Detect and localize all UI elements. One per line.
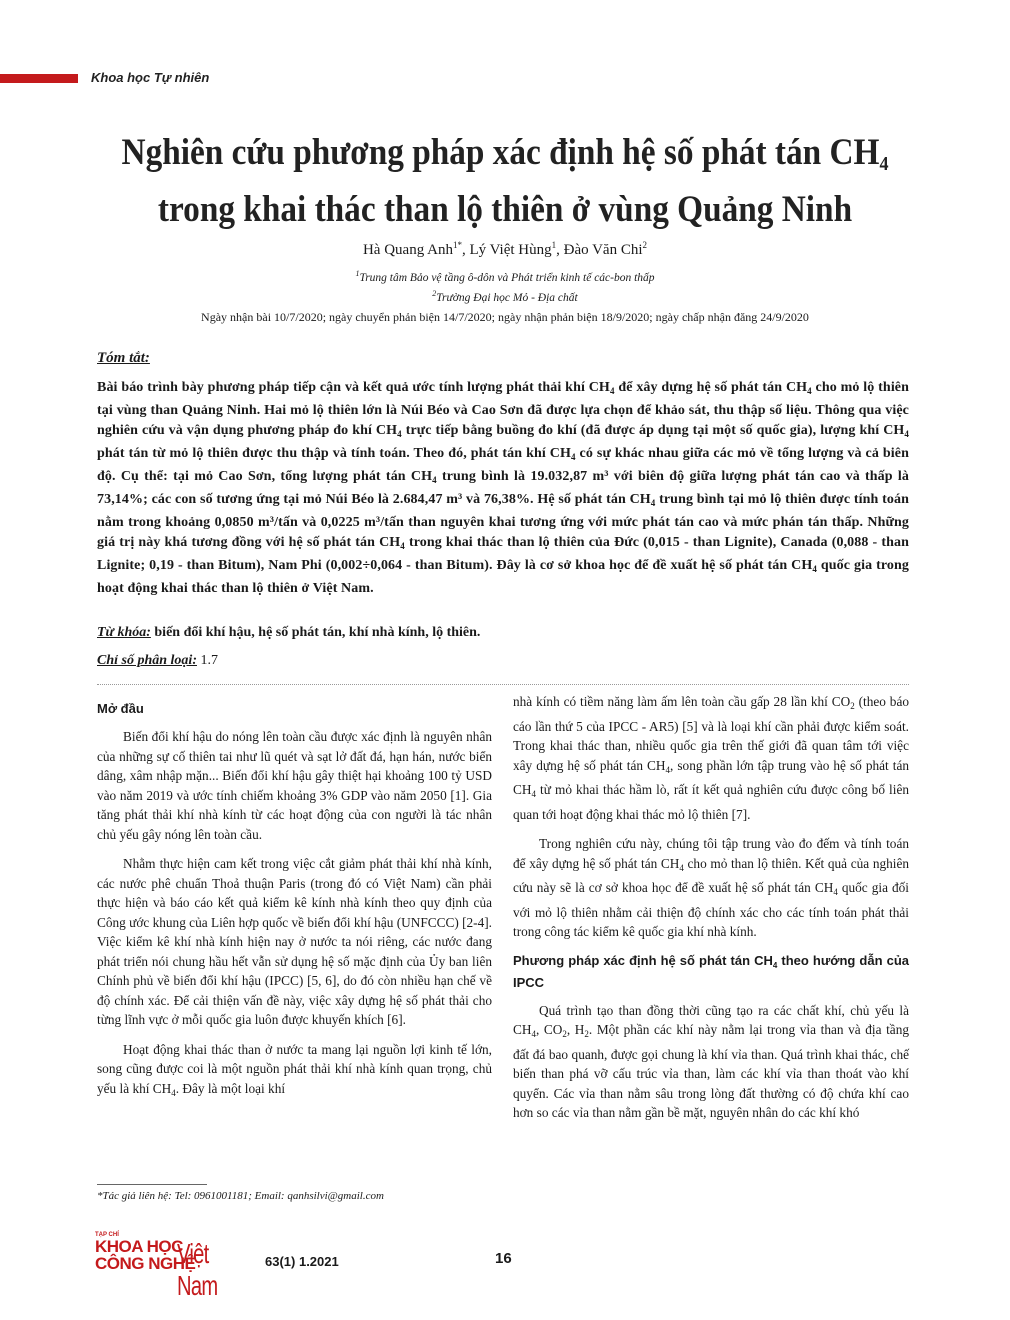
author: Lý Việt Hùng [469,242,552,258]
body-column-right [513,692,909,1133]
abstract-heading: Tóm tắt: [97,350,150,366]
paragraph: Hoạt động khai thác than ở nước ta mang lại nguồn lợi kinh tế lớn, song cũng được coi là một nguồn phát thải khí nhà kính quan trọng, chủ yếu là khí $CH_4$. Đây là một loại khí [97,1041,492,1098]
body-column-left [97,700,492,1113]
paragraph: Nhằm thực hiện cam kết trong việc cắt giảm phát thải khí nhà kính, các nước phê chuẩn Thoả thuận Paris (trong đó có Việt Nam) cần phải thực hiện và báo cáo kết quả kiểm kê kính nhà kính theo quy định của Công ước khung của Liên hợp quốc về biến đổi khí hậu (UNFCCC) [2-4]. Việc kiểm kê khí nhà kính hiện nay ở nước ta nói riêng, các nước đang phát triển nói chung hầu hết vẫn sử dụng hệ số mặc định của Ủy ban liên Chính phủ về biến đổi khí hậu (IPCC) [5, 6], do đó còn nhiều hạn chế về độ chính xác. Để cải thiện vấn đề này, việc xây dựng hệ số phát thải cho từng lĩnh vực ở mỗi quốc gia luôn được khuyến khích [6]. [97,856,492,1027]
logo-small-text: TẠP CHÍ [95,1232,119,1238]
paragraph: Trong nghiên cứu này, chúng tôi tập trung vào đo đếm và tính toán để xây dựng hệ số phát tán $CH_4$ cho mỏ than lộ thiên. Kết quả của nghiên cứu này sẽ là cơ sở khoa học để đề xuất hệ số phát tán $CH_4$ quốc gia đối với mỏ lộ thiên nhằm cải thiện độ chính xác cho các tính toán phát thải trong công tác kiểm kê quốc gia khí nhà kính. [513,836,910,939]
author: Hà Quang Anh [362,242,453,258]
corresponding-author-footnote: *Tác giả liên hệ: Tel: 0961001181; Email: qanhsilvi@gmail.com [97,1190,384,1202]
classification-value: 1.7 [196,653,218,668]
section-heading-method: Phương pháp xác định hệ số phát tán $CH_4$ theo hướng dẫn của IPCC [513,952,909,990]
divider [97,684,909,685]
page-number: 16 [495,1250,512,1267]
section-heading-intro: Mở đầu [97,701,144,716]
logo-vietnam: Việt Nam [177,1238,218,1301]
submission-dates: Ngày nhận bài 10/7/2020; ngày chuyển phản biện 14/7/2020; ngày nhận phản biện 18/9/2020; ngày chấp nhận đăng 24/9/2020 [201,310,809,324]
affiliation-2: $^2$Trường Đại học Mỏ - Địa chất [432,288,578,304]
paragraph: Biến đổi khí hậu do nóng lên toàn cầu được xác định là nguyên nhân của những sự cố thiên tai như lũ quét và sạt lở đất đá, hạn hán, nước biển dâng, xâm nhập mặn... Biến đổi khí hậu gây thiệt hại khoảng 100 tỷ USD vào năm 2019 và ước tính chiếm khoảng 3% GDP vào năm 2050 [1]. Gia tăng phát thải khí nhà kính từ các hoạt động của con người là tác nhân chủ yếu gây nóng lên toàn cầu. [97,729,492,842]
issue-number: 63(1) 1.2021 [265,1254,339,1269]
keywords-value: biến đổi khí hậu, hệ số phát tán, khí nhà kính, lộ thiên. [150,625,481,640]
keywords [97,625,480,641]
paragraph: nhà kính có tiềm năng làm ấm lên toàn cầu gấp 28 lần khí $CO_2$ (theo báo cáo lần thứ 5 của IPCC - AR5) [5] và là loại khí cần phải được kiểm soát. Trong khai thác than, nhiều quốc gia trên thế giới đã quan tâm tới việc xây dựng hệ số phát tán $CH_4$, song phần lớn tập trung vào hệ số phát tán $CH_4$ từ mỏ khai thác hầm lò, rất ít kết quả nghiên cứu được công bố liên quan tới hoạt động khai thác mỏ lộ thiên [7]. [513,694,910,822]
section-label: Khoa học Tự nhiên [91,70,210,85]
affiliation-1: $^1$Trung tâm Bảo vệ tầng ô-dôn và Phát triển kinh tế các-bon thấp [355,269,655,284]
section-accent-bar [0,74,78,83]
classification-label: Chỉ số phân loại: [97,653,197,668]
logo-line-1: KHOA HỌC [95,1237,183,1256]
classification [97,653,218,669]
logo-line-2: CÔNG NGHỆ [95,1254,196,1273]
paragraph: Quá trình tạo than đồng thời cũng tạo ra các chất khí, chủ yếu là $CH_4$, $CO_2$, $H_2$. Một phần các khí này nằm lại trong vỉa than và địa tầng đất đá bao quanh, được gọi chung là khí vỉa than. Quá trình khai thác, chế biến than phá vỡ cấu trúc vỉa than, làm các khí vỉa than thoát vào khí quyển. Các vỉa than nằm sâu trong lòng đất thường có độ chứa khí cao hơn so các vỉa than nằm gần bề mặt, nguyên nhân do các khí khó [513,1002,909,1120]
author: Đào Văn Chi [563,242,643,258]
article-title: Nghiên cứu phương pháp xác định hệ số phát tán $CH_4$ trong khai thác than lộ thiên ở vùng Quảng Ninh [121,132,889,230]
abstract-text: Bài báo trình bày phương pháp tiếp cận và kết quả ước tính lượng phát thải khí $CH_4$ để xây dựng hệ số phát tán $CH_4$ cho mỏ lộ thiên tại vùng than Quảng Ninh. Hai mỏ lộ thiên lớn là Núi Béo và Cao Sơn đã được lựa chọn để khảo sát, thu thập số liệu. Thông qua việc nghiên cứu và vận dụng phương pháp đo khí $CH_4$ trực tiếp bằng buồng đo khí (đã được áp dụng tại một số quốc gia), lượng khí $CH_4$ phát tán từ mỏ lộ thiên được thu thập và tính toán. Theo đó, phát tán khí $CH_4$ có sự khác nhau giữa các mỏ về tổng lượng và cả biên độ. Cụ thể: tại mỏ Cao Sơn, tổng lượng phát tán $CH_4$ trung bình là 19.032,87 m³ với biên độ giữa lượng phát tán cao và thấp là 73,14%; các con số tương ứng tại mỏ Núi Béo là 2.684,47 m³ và 76,38%. Hệ số phát tán $CH_4$ trung bình tại mỏ lộ thiên được tính toán nằm trong khoảng 0,0850 m³/tấn và 0,0225 m³/tấn than nguyên khai tương ứng với mức phát tán cao và mức phán tán thấp. Những giá trị này khá tương đồng với hệ số phát tán $CH_4$ trong khai thác than lộ thiên của Đức (0,015 - than Lignite), Canada (0,088 - than Lignite; 0,19 - than Bitum), Nam Phi (0,002÷0,064 - than Bitum). Đây là cơ sở khoa học để đề xuất hệ số phát tán $CH_4$ quốc gia trong hoạt động khai thác than lộ thiên ở Việt Nam. [97,380,910,596]
author-list: Hà Quang Anh$^{1*}$, Lý Việt Hùng$^1$, Đào Văn Chi$^2$ [362,240,648,258]
keywords-label: Từ khóa: [97,625,151,640]
footnote-rule [97,1184,207,1185]
affiliations [0,266,1010,306]
journal-logo [95,1232,257,1301]
